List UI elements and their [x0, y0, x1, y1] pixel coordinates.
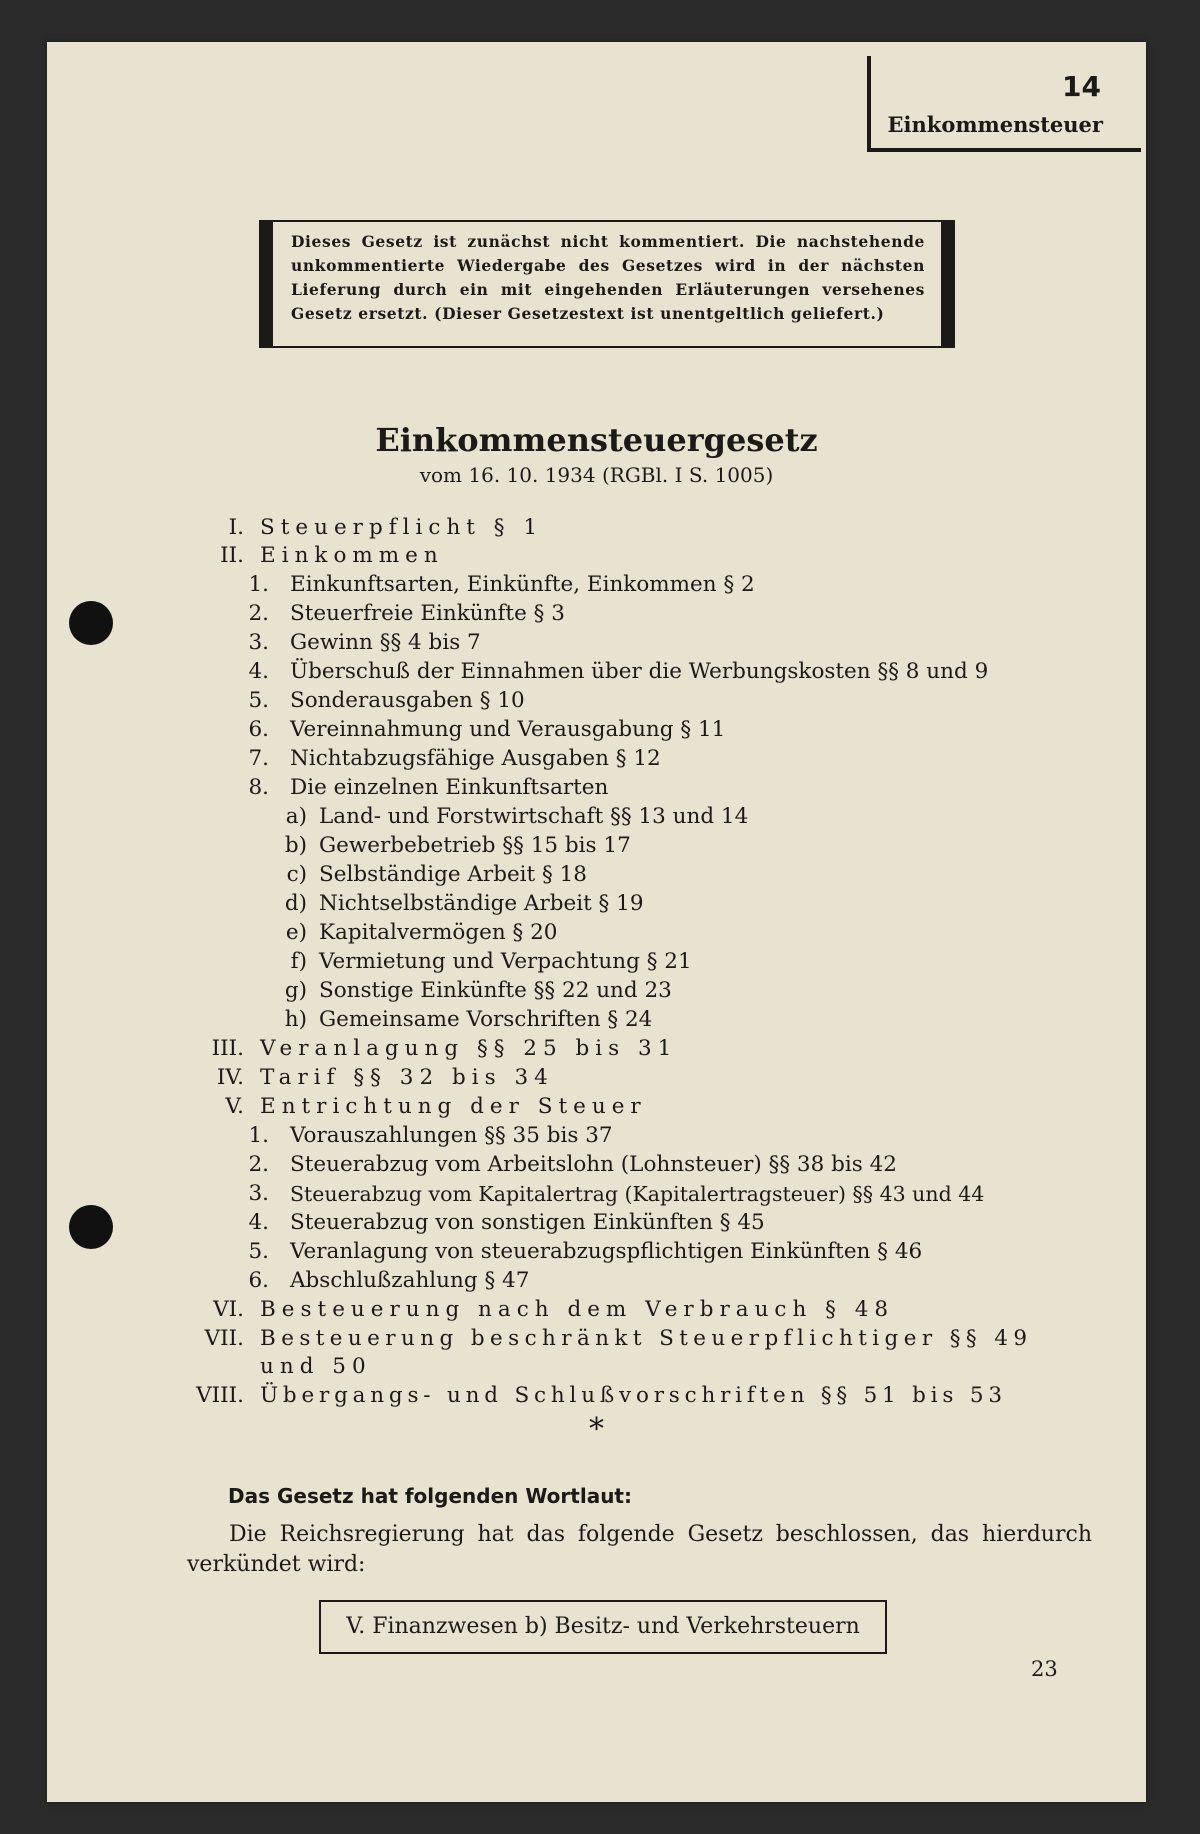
toc-number: 1. [248, 572, 269, 597]
section-separator: * [589, 1412, 604, 1447]
toc-number: g) [284, 978, 307, 1003]
law-date: vom 16. 10. 1934 (RGBl. I S. 1005) [419, 463, 774, 487]
toc-number: 4. [248, 1210, 269, 1235]
toc-number: 1. [248, 1123, 269, 1148]
toc-entry: Vermietung und Verpachtung § 21 [319, 949, 692, 974]
toc-number: 6. [248, 1268, 269, 1293]
toc-entry: Besteuerung nach dem Verbrauch § 48 [260, 1297, 895, 1322]
toc-number: f) [290, 949, 307, 974]
toc-number: 2. [248, 601, 269, 626]
toc-entry: Tarif §§ 32 bis 34 [260, 1065, 554, 1090]
toc-entry: Steuerabzug von sonstigen Einkünften § 45 [290, 1210, 765, 1235]
toc-entry: Abschlußzahlung § 47 [290, 1268, 530, 1293]
toc-entry: Kapitalvermögen § 20 [319, 920, 558, 945]
toc-number: II. [220, 543, 244, 568]
toc-entry: Steuerabzug vom Kapitalertrag (Kapitalertragsteuer) §§ 43 und 44 [290, 1182, 985, 1206]
toc-entry: Entrichtung der Steuer [260, 1094, 647, 1119]
toc-entry: Einkunftsarten, Einkünfte, Einkommen § 2 [290, 572, 755, 597]
toc-number: 3. [248, 1181, 269, 1206]
toc-number: a) [285, 804, 307, 829]
document-page [47, 42, 1146, 1802]
toc-number: 3. [248, 630, 269, 655]
toc-entry: Sonderausgaben § 10 [290, 688, 525, 713]
toc-entry: Vereinnahmung und Verausgabung § 11 [290, 717, 726, 742]
toc-number: VII. [204, 1326, 244, 1351]
toc-entry: Veranlagung §§ 25 bis 31 [260, 1036, 678, 1061]
toc-entry: Steuerabzug vom Arbeitslohn (Lohnsteuer) §§ 38 bis 42 [290, 1152, 897, 1177]
toc-number: V. [225, 1094, 244, 1119]
toc-number: IV. [216, 1065, 244, 1090]
toc-number: h) [284, 1007, 307, 1032]
toc-number: c) [286, 862, 307, 887]
toc-entry: Überschuß der Einnahmen über die Werbungskosten §§ 8 und 9 [290, 659, 989, 684]
toc-number: b) [284, 833, 307, 858]
toc-entry: Die einzelnen Einkunftsarten [290, 775, 609, 800]
toc-number: VIII. [196, 1383, 244, 1408]
toc-number: 5. [248, 1239, 269, 1264]
toc-entry: Steuerfreie Einkünfte § 3 [290, 601, 565, 626]
toc-number: 5. [248, 688, 269, 713]
preamble-text: Die Reichsregierung hat das folgende Gesetz beschlossen, das hierdurch verkündet wird: [187, 1522, 1092, 1577]
page-number: 23 [1031, 1657, 1058, 1681]
toc-number: III. [211, 1036, 244, 1061]
classification-box: V. Finanzwesen b) Besitz- und Verkehrsteuern [319, 1600, 887, 1654]
toc-number: I. [228, 515, 244, 540]
law-title: Einkommensteuergesetz [375, 421, 818, 459]
toc-number: 8. [248, 775, 269, 800]
toc-entry: Land- und Forstwirtschaft §§ 13 und 14 [319, 804, 749, 829]
toc-entry: Selbständige Arbeit § 18 [319, 862, 587, 887]
toc-number: 4. [248, 659, 269, 684]
toc-entry: Nichtabzugsfähige Ausgaben § 12 [290, 746, 661, 771]
toc-entry: Übergangs- und Schlußvorschriften §§ 51 bis 53 [260, 1383, 1007, 1408]
toc-entry: Gemeinsame Vorschriften § 24 [319, 1007, 653, 1032]
toc-number: 6. [248, 717, 269, 742]
toc-entry: Gewinn §§ 4 bis 7 [290, 630, 481, 655]
header-title: Einkommensteuer [887, 112, 1103, 137]
toc-entry: Vorauszahlungen §§ 35 bis 37 [290, 1123, 613, 1148]
preamble-heading: Das Gesetz hat folgenden Wortlaut: [228, 1484, 632, 1508]
toc-number: e) [285, 920, 307, 945]
toc-entry: Sonstige Einkünfte §§ 22 und 23 [319, 978, 672, 1003]
toc-entry: Veranlagung von steuerabzugspflichtigen Einkünften § 46 [290, 1239, 923, 1264]
toc-number: 2. [248, 1152, 269, 1177]
toc-entry: Steuerpflicht § 1 [260, 515, 544, 540]
toc-number: d) [284, 891, 307, 916]
toc-number: 7. [248, 746, 269, 771]
toc-number: VI. [213, 1297, 244, 1322]
toc-entry: Gewerbebetrieb §§ 15 bis 17 [319, 833, 631, 858]
toc-entry: Einkommen [260, 543, 444, 568]
toc-entry-continuation: und 50 [260, 1354, 372, 1379]
toc-entry: Besteuerung beschränkt Steuerpflichtiger §§ 49 [260, 1326, 1033, 1351]
toc-entry: Nichtselbständige Arbeit § 19 [319, 891, 644, 916]
notice-box: Dieses Gesetz ist zunächst nicht kommentiert. Die nachstehende unkommentierte Wiedergabe des Gesetzes wird in der nächsten Lieferung durch ein mit eingehenden Erläuterungen versehenes Gesetz ersetzt. (Dieser Gesetzestext ist unentgeltlich geliefert.) [259, 220, 955, 348]
header-number: 14 [1062, 70, 1101, 103]
